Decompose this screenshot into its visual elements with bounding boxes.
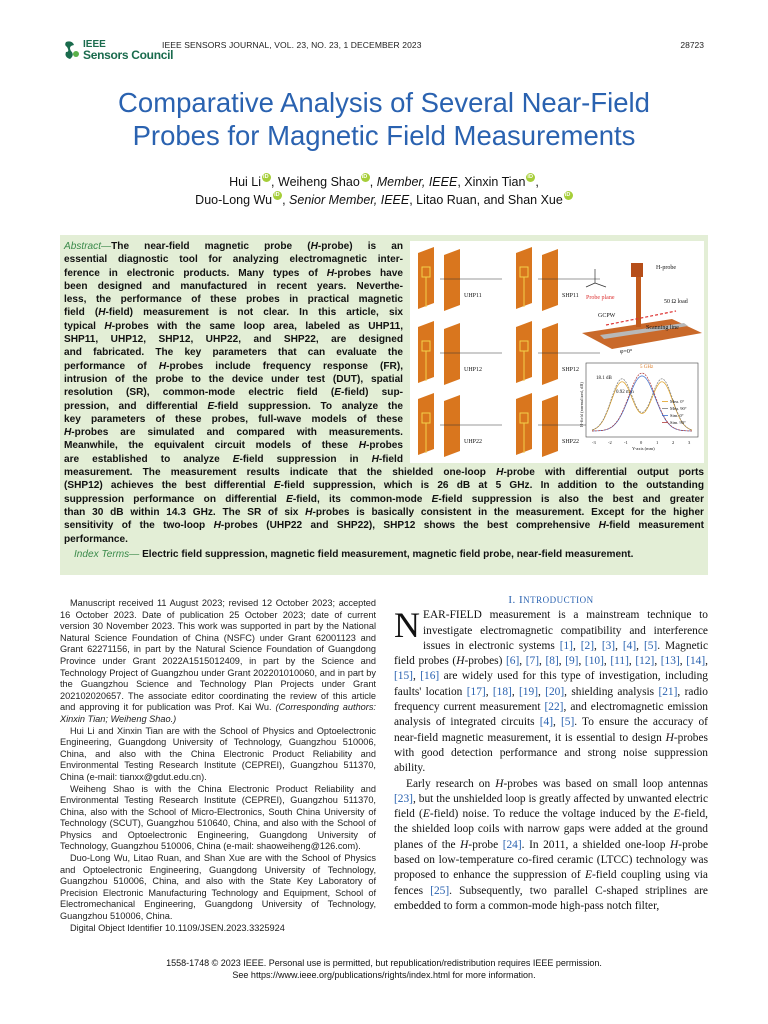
probe-board-back xyxy=(542,249,558,311)
section-title: INTRODUCTION xyxy=(519,594,594,606)
probe-drawings xyxy=(418,247,600,457)
copyright-footer xyxy=(60,957,708,981)
abstract-line: sensitivity of the two-loop H-probes (UHP22 and SHP22), SHP12 shows the best comprehensive H-field measurement xyxy=(64,520,704,532)
graphical-abstract-figure xyxy=(410,241,704,463)
paper-title xyxy=(60,86,708,152)
footnote-column xyxy=(60,598,376,934)
rights-link-line[interactable]: See https://www.ieee.org/publications/rights/index.html for more information. xyxy=(232,970,536,980)
abstract-line: and fabricated. The key parameters that can evaluate the xyxy=(64,347,403,359)
abstract-line: been designed and manufactured in recent years. Neverthe- xyxy=(64,280,403,292)
abstract-line: than 30 dB within 14.3 GHz. The SR of six H-probes is basically consistent in the measurement. Except for the higher xyxy=(64,506,704,518)
probe-board-back xyxy=(444,249,460,311)
probe-uhp22 xyxy=(418,393,502,457)
footnote-paragraph: Manuscript received 11 August 2023; revised 12 October 2023; accepted 16 October 2023. Date of publication 25 October 2023; date of current version 30 November 2023. This work was supported in part by the National Natural Science Foundation of China (NSFC) under Grant 62001123 and Grant 62271156, in part by the Natural Science Foundation of Guangdong Province under Grant 2022A1515012409, in part by the Science and Technology Project of Guangzhou under Grant 202201010060, and in part by the Guangzhou Science and Technology Plan Projects under Grant 202102020657. The associate editor coordinating the review of this article and approving it for publication was Prof. Kai Wu. (Corresponding authors: Xinxin Tian; Weiheng Shao.) xyxy=(60,598,376,724)
abstract-box xyxy=(60,235,708,575)
x-tick-label: -2 xyxy=(608,440,612,445)
ieee-sensors-council-logo xyxy=(62,38,173,62)
index-terms-text: Electric field suppression, magnetic field measurement, magnetic field probe, near-field measurement. xyxy=(142,549,634,560)
author-name[interactable]: , Litao Ruan, and Shan Xue xyxy=(409,193,563,207)
setup-label: GCPW xyxy=(598,313,616,319)
probe-shp11 xyxy=(516,247,600,311)
abstract-line: field (H-field) measurement is not clear. In this article, six xyxy=(64,307,403,319)
title-line-2: Probes for Magnetic Field Measurements xyxy=(132,120,636,151)
author-line-1 xyxy=(60,173,708,191)
footnote-paragraph: Weiheng Shao is with the China Electronic Product Reliability and Environmental Testing Research Institute (CEPREI), Guangzhou 511370, China, also with the School of Micro-Electronics, South China University of Technology (SCUT), Guangzhou 510640, China, and also with the School of Physics and Optoelectronic Engineering, Guangdong University of Technology, Guangzhou 510006, China (e-mail: shaoweiheng@126.com). xyxy=(60,783,376,852)
abstract-line: resolution (SR), common-mode electric field (E-field) sup- xyxy=(64,387,403,399)
probe-uhp12 xyxy=(418,321,502,385)
freq-label: 5 GHz xyxy=(640,365,654,370)
abstract-line: intrusion of the probe to the device under test (DUT), spatial xyxy=(64,373,403,385)
axis-y xyxy=(595,283,606,287)
setup-label: φ=0° xyxy=(620,349,633,355)
spatial-resolution-plot xyxy=(579,363,698,451)
abstract-line: ference in electronic products. Many types of H-probes have xyxy=(64,267,403,279)
probe-uhp11 xyxy=(418,247,502,311)
abstract-line: pression, and differential E-field suppression. To analyze the xyxy=(64,400,403,412)
abstract-line: performance of H-probes include frequency response (FR), xyxy=(64,360,404,372)
index-terms xyxy=(74,548,704,561)
probe-board-back xyxy=(542,395,558,457)
abstract-line: less, the performance of these probes in practical magnetic xyxy=(64,294,403,306)
width-label: 0.92 mm xyxy=(616,390,634,395)
probe-head xyxy=(631,263,643,277)
footnote-paragraph: Hui Li and Xinxin Tian are with the School of Physics and Optoelectronic Engineering, Guangdong University of Technology, Guangzhou 510006, China, and also with the China Electronic Product Reliability and Environmental Testing Research Institute (CEPREI), Guangzhou 511370, China (e-mail: tianxx@gdut.edu.cn). xyxy=(60,725,376,782)
author-name[interactable]: Hui Li xyxy=(229,175,262,189)
author-name[interactable]: , Weiheng Shao xyxy=(271,175,360,189)
orcid-icon[interactable] xyxy=(564,191,573,200)
legend-entry: Mea. 90° xyxy=(670,406,687,411)
abstract-line: are established to analyze E-field suppression in H-field xyxy=(64,453,403,465)
drop-cap: N xyxy=(394,605,420,646)
abstract-wide-block xyxy=(64,466,704,546)
legend-entry: Sim. 0° xyxy=(670,413,684,418)
author-list xyxy=(60,173,708,209)
author-separator: , xyxy=(369,175,377,189)
journal-header: IEEE SENSORS JOURNAL, VOL. 23, NO. 23, 1 DECEMBER 2023 xyxy=(162,40,422,50)
x-tick-label: 3 xyxy=(688,440,691,445)
index-terms-label: Index Terms xyxy=(74,549,130,560)
intro-paragraph-2: Early research on H-probes was based on small loop antennas [23], but the unshielded loop is greatly affected by unwanted electric field (E-field) noise. To reduce the voltage induced by the E-field, the shielded loop coils with narrow gaps were added at the ground planes of the H-probe [24]. In 2011, a shielded one-loop H-probe based on low-temperature co-fired ceramic (LTCC) technology was proposed to enhance the suppression of E-field coupling using via fences [25]. Subsequently, two parallel C-shaped striplines are embedded to form a common-mode high-pass notch filter, xyxy=(394,777,709,912)
title-line-1: Comparative Analysis of Several Near-Field xyxy=(118,87,650,118)
author-name[interactable]: , Xinxin Tian xyxy=(457,175,526,189)
abstract-line: H-probes are simulated and compared with measurements. xyxy=(64,427,403,439)
db-label: 18.1 dB xyxy=(596,376,612,381)
section-heading: I. INTRODUCTION xyxy=(508,594,594,606)
abstract-line: performance. xyxy=(64,533,128,545)
setup-label: 50 Ω load xyxy=(664,299,688,305)
abstract-line: SHP11, UHP12, SHP12, UHP22, and SHP22, are designed xyxy=(64,334,403,346)
probe-label: UHP12 xyxy=(464,367,483,373)
probe-board-back xyxy=(542,323,558,385)
abstract-line: Abstract—The near-field magnetic probe (H-probe) is an xyxy=(64,241,403,252)
setup-label: H-probe xyxy=(656,265,676,271)
x-tick-label: 0 xyxy=(640,440,643,445)
legend-entry: Sim. 90° xyxy=(670,420,686,425)
author-line-2 xyxy=(60,191,708,209)
x-tick-label: 2 xyxy=(672,440,675,445)
logo-text-ieee: IEEE xyxy=(83,39,106,50)
y-axis-label: H-field (normalized, dB) xyxy=(579,382,584,427)
abstract-line: typical H-probes with the same loop area, labeled as UHP11, xyxy=(64,320,404,332)
abstract-line: Meanwhile, the equivalent circuit models of these H-probes xyxy=(64,440,403,452)
sensors-council-logo-icon xyxy=(62,40,80,60)
probe-label: SHP22 xyxy=(562,439,580,445)
x-tick-label: 1 xyxy=(656,440,659,445)
footnote-paragraph: Digital Object Identifier 10.1109/JSEN.2023.3325924 xyxy=(70,922,285,933)
setup-label: Probe plane xyxy=(586,295,615,301)
orcid-icon[interactable] xyxy=(361,173,370,182)
abstract-line: key parameters of these probes, full-wave models of these xyxy=(64,413,403,425)
abstract-line: measurement. The measurement results indicate that the shielded one-loop H-probe with differential output ports xyxy=(64,467,704,479)
x-axis-label: Y-axis (mm) xyxy=(632,446,655,451)
setup-label: Scanning line xyxy=(646,325,679,331)
introduction-column xyxy=(394,593,708,914)
probe-label: SHP12 xyxy=(562,367,580,373)
abstract-line: (SHP12) achieves the best differential E-field suppression, which is 26 dB at 5 GHz. In addition to the outstanding xyxy=(64,480,704,492)
author-membership: Senior Member, IEEE xyxy=(289,193,410,207)
index-terms-dash: — xyxy=(129,549,140,560)
author-separator: , xyxy=(282,193,290,207)
author-membership: Member, IEEE xyxy=(376,175,458,189)
x-tick-label: -3 xyxy=(592,440,596,445)
abstract-line: essential diagnostic tool for analyzing electromagnetic inter- xyxy=(64,254,403,266)
copyright-line: 1558-1748 © 2023 IEEE. Personal use is permitted, but republication/redistribution requires IEEE permission. xyxy=(166,958,602,968)
legend-entry: Mea. 0° xyxy=(670,399,685,404)
probe-label: UHP11 xyxy=(464,293,482,299)
x-tick-label: -1 xyxy=(624,440,628,445)
intro-paragraph-1: EAR-FIELD measurement is a mainstream technique to investigate electromagnetic compatibility and interference issues in electronic systems [1], [2], [3], [4], [5]. Magnetic field probes (H-probes) [6], [7], [8], [9], [10], [11], [12], [13], [14], [15], [16] are widely used for this type of investigation, including faults' location [17], [18], [19], [20], shielding analysis [21], radio frequency current measurement [22], and electromagnetic emission analysis of integrated circuits [4], [5]. To ensure the accuracy of near-field magnetic measurement, it is essential to design H-probes with good detection performance and strong noise suppression ability. xyxy=(394,609,709,775)
probe-label: UHP22 xyxy=(464,439,483,445)
author-separator: , xyxy=(535,175,539,189)
logo-text-council: Sensors Council xyxy=(83,48,174,62)
measurement-setup-drawing xyxy=(582,263,702,355)
author-name[interactable]: Duo-Long Wu xyxy=(195,193,273,207)
orcid-icon[interactable] xyxy=(273,191,282,200)
footnote-paragraph: Duo-Long Wu, Litao Ruan, and Shan Xue are with the School of Physics and Optoelectronic Engineering, Guangdong University of Technology, Guangzhou 510006, China, and also with the State Key Laboratory of Precision Electronic Manufacturing Technology and Equipment, School of Electromechanical Engineering, Guangdong University of Technology, Guangzhou 510006, China. xyxy=(60,853,376,922)
probe-board-back xyxy=(444,395,460,457)
orcid-icon[interactable] xyxy=(262,173,271,182)
axis-x xyxy=(586,283,595,287)
probe-board-back xyxy=(444,323,460,385)
page-number: 28723 xyxy=(680,40,704,50)
abstract-line: suppression performance on differential E-field, its common-mode E-field suppression is also the best and greater xyxy=(64,493,705,505)
probe-label: SHP11 xyxy=(562,293,579,299)
abstract-narrow-block xyxy=(64,240,403,466)
